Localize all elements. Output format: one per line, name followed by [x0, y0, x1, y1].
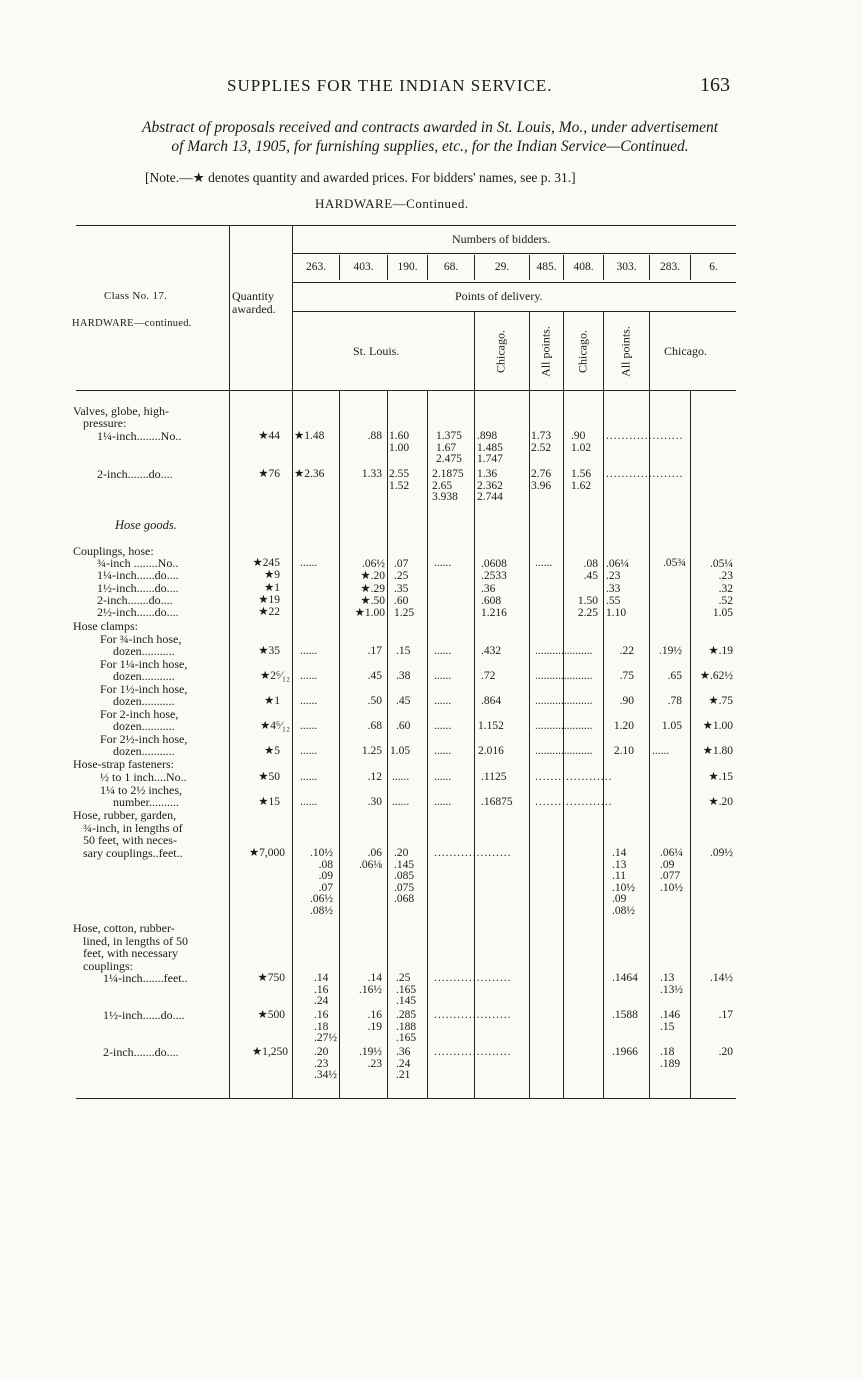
cell-v1-leaders: .................... [606, 430, 684, 442]
cell-cp-283: .05¾ [663, 557, 686, 569]
cell-v1-485: 1.73 2.52 [531, 430, 552, 454]
delivery-label: Points of delivery. [455, 289, 543, 303]
cell-cl3-485: .................... [535, 695, 593, 707]
label-c-25: 2½-inch......do.... [97, 605, 179, 619]
cell-cl1-6: ★.19 [708, 645, 733, 657]
label-s2-b: number.......... [113, 795, 179, 809]
cell-cl3-6: ★.75 [708, 695, 733, 707]
cell-v2-408: 1.56 1.62 [571, 468, 592, 492]
section-title: HARDWARE—Continued. [315, 196, 469, 211]
label-s2-a: 1¼ to 2½ inches, [100, 783, 182, 797]
cell-s1-403: .12 [367, 771, 382, 783]
label-cl2-a: For 1¼-inch hose, [100, 657, 188, 671]
label-strap: Hose-strap fasteners: [73, 757, 174, 771]
cell-s1-6: ★.15 [708, 771, 733, 783]
cell-cp-6: .05¼ .23 .32 .52 1.05 [710, 558, 733, 620]
cell-s2-263: ...... [300, 796, 318, 808]
delivery-chicago-29: Chicago. [493, 330, 508, 373]
cell-cl1-283: .19½ [659, 645, 682, 657]
cell-cl2-6: ★.62½ [699, 670, 733, 682]
cell-s2-190: ...... [392, 796, 410, 808]
bidders-bottom-rule [292, 282, 736, 283]
delivery-chicago-408: Chicago. [575, 330, 590, 373]
label-ct-2: 2-inch.......do.... [103, 1045, 179, 1059]
cell-v2-leaders: .................... [606, 468, 684, 480]
cell-v1-408: .90 1.02 [571, 430, 592, 454]
cell-t3-leaders: .................... [434, 1046, 512, 1058]
col-rule-68 [427, 390, 428, 1098]
cell-cl1-263: ...... [300, 645, 318, 657]
label-ct-15: 1½-inch......do.... [103, 1008, 185, 1022]
cell-cl1-190: .15 [396, 645, 411, 657]
cell-cl3-283: .78 [667, 695, 682, 707]
label-cl3-a: For 1½-inch hose, [100, 682, 188, 696]
cell-cl5-190: 1.05 [390, 745, 411, 757]
cell-t2-403: .16 .19 [367, 1009, 382, 1033]
cell-cp-29: .0608 .2533 .36 .608 1.216 [481, 558, 507, 620]
col-rule-6 [690, 390, 691, 1098]
label-valve-125: 1¼-inch........No.. [97, 429, 182, 443]
col-rule-quantity [229, 226, 230, 1098]
label-cl2-b: dozen........... [113, 669, 175, 683]
label-cl4-b: dozen........... [113, 719, 175, 733]
label-clamps: Hose clamps: [73, 619, 138, 633]
cell-cl4-303: 1.20 [613, 720, 634, 732]
qty-ct125: ★750 [257, 972, 285, 984]
hardware-label: HARDWARE—continued. [72, 318, 192, 329]
label-cl5-b: dozen........... [113, 744, 175, 758]
cell-t3-283: .18 .189 [660, 1046, 681, 1070]
class-label: Class No. 17. [104, 290, 168, 302]
cell-g-303: .14 .13 .11 .10½ .09 .08½ [612, 847, 635, 917]
label-cotton-2: lined, in lengths of 50 [83, 934, 188, 948]
bidder-408: 408. [573, 261, 594, 273]
cell-s1-190: ...... [392, 771, 410, 783]
cell-s2-6: ★.20 [708, 796, 733, 808]
cell-cp-403: .06½ ★.20 ★.29 ★.50 ★1.00 [354, 558, 385, 620]
cell-cl2-263: ...... [300, 670, 318, 682]
cell-t1-283: .13 .13½ [660, 972, 683, 996]
cell-v1-68: 1.375 1.67 2.475 [436, 430, 462, 465]
col-rule-263 [292, 226, 293, 1098]
label-hose-goods: Hose goods. [115, 518, 177, 532]
label-cl5-a: For 2½-inch hose, [100, 732, 188, 746]
label-cotton-3: feet, with necessary [83, 946, 178, 960]
cell-v2-190: 2.55 1.52 [389, 468, 410, 492]
delivery-st-louis: St. Louis. [353, 344, 400, 358]
bidder-6: 6. [709, 261, 718, 273]
label-cl4-a: For 2-inch hose, [100, 707, 179, 721]
cell-cl5-303: 2.10 [613, 745, 634, 757]
cell-cl3-263: ...... [300, 695, 318, 707]
cell-cl3-303: .90 [619, 695, 634, 707]
cell-cp-68: ...... [434, 557, 452, 569]
qty-c075: ★245 [252, 557, 280, 569]
cell-s2-403: .30 [367, 796, 382, 808]
label-valve-2: 2-inch.......do.... [97, 467, 173, 481]
cell-cp-408b: 1.50 2.25 [577, 595, 598, 620]
col-rule-190 [387, 390, 388, 1098]
label-garden-1: Hose, rubber, garden, [73, 808, 177, 822]
cell-cl2-68: ...... [434, 670, 452, 682]
qty-c15: ★1 [263, 582, 280, 594]
qty-ct15: ★500 [257, 1009, 285, 1021]
bidder-485: 485. [536, 261, 557, 273]
page-number: 163 [700, 74, 730, 96]
bidder-68: 68. [443, 261, 459, 273]
label-couplings: Couplings, hose: [73, 544, 154, 558]
cell-t2-303: .1588 [612, 1009, 638, 1021]
cell-g-6: .09½ [710, 847, 733, 859]
qty-c2: ★19 [258, 594, 280, 606]
qty-garden: ★7,000 [248, 847, 285, 859]
cell-cl2-190: .38 [396, 670, 411, 682]
abstract-title [60, 118, 800, 156]
cell-cp-303: .06¼ .23 .33 .55 1.10 [606, 558, 629, 620]
cell-cl5-283: ...... [652, 745, 670, 757]
label-c-075: ¾-inch ........No.. [97, 556, 179, 570]
cell-cl1-68: ...... [434, 645, 452, 657]
cell-s1-leaders: .................... [535, 771, 613, 783]
cell-t3-403: .19½ .23 [359, 1046, 382, 1070]
qty-cl1: ★35 [258, 645, 280, 657]
label-c-125: 1¼-inch......do.... [97, 568, 179, 582]
bidder-403: 403. [353, 261, 374, 273]
cell-t3-190: .36 .24 .21 [396, 1046, 411, 1081]
label-cotton-4: couplings: [83, 959, 133, 973]
delivery-all-points-485: All points. [538, 326, 553, 377]
cell-s1-68: ...... [434, 771, 452, 783]
label-garden-4: sary couplings..feet.. [83, 846, 183, 860]
cell-t2-leaders: .................... [434, 1009, 512, 1021]
cell-v2-68: 2.1875 2.65 3.938 [432, 468, 464, 503]
cell-v1-29: .898 1.485 1.747 [477, 430, 503, 465]
quantity-label-2: awarded. [232, 302, 276, 316]
cell-v2-263: ★2.36 [294, 468, 325, 480]
cell-g-283: .06¼ .09 .077 .10½ [660, 847, 683, 894]
qty-valve-125: ★44 [258, 430, 280, 442]
cell-cl4-29: 1.152 [478, 720, 504, 732]
cell-cl5-485: .................... [535, 745, 593, 757]
cell-v1-263: ★1.48 [294, 430, 325, 442]
cell-g-403: .06 .06⅛ [359, 847, 382, 871]
table-top-rule [76, 225, 736, 226]
cell-cl5-6: ★1.80 [702, 745, 733, 757]
label-garden-2: ¾-inch, in lengths of [83, 821, 183, 835]
qty-s2: ★15 [258, 796, 280, 808]
label-c-15: 1½-inch......do.... [97, 581, 179, 595]
label-s1: ½ to 1 inch....No.. [100, 770, 187, 784]
qty-c125: ★9 [263, 569, 280, 581]
cell-cl5-403: 1.25 [361, 745, 382, 757]
cell-t1-190: .25 .165 .145 [396, 972, 417, 1007]
qty-cl4: ★4⁶⁄₁₂ [259, 720, 290, 732]
col-rule-485 [529, 312, 530, 1098]
cell-s2-68: ...... [434, 796, 452, 808]
quantity-label-1: Quantity [232, 289, 274, 303]
cell-cl1-303: .22 [619, 645, 634, 657]
cell-v1-403: .88 [367, 430, 382, 442]
delivery-all-points-303: All points. [618, 326, 633, 377]
label-valves-2: pressure: [83, 416, 127, 430]
cell-cl4-485: .................... [535, 720, 593, 732]
cell-cl3-403: .50 [367, 695, 382, 707]
cell-t1-303: .1464 [612, 972, 638, 984]
cell-t3-303: .1966 [612, 1046, 638, 1058]
cell-t2-190: .285 .188 .165 [396, 1009, 417, 1044]
qty-cl5: ★5 [263, 745, 280, 757]
label-ct-125: 1¼-inch.......feet.. [103, 971, 188, 985]
note: [Note.—★ denotes quantity and awarded prices. For bidders' names, see p. 31.] [145, 170, 576, 185]
qty-s1: ★50 [258, 771, 280, 783]
header-bottom-rule [76, 390, 736, 391]
cell-cl4-403: .68 [367, 720, 382, 732]
cell-cl2-485: .................... [535, 670, 593, 682]
qty-c25: ★22 [258, 606, 280, 618]
bidder-29: 29. [494, 261, 510, 273]
cell-cl1-485: .................... [535, 645, 593, 657]
cell-g-leaders: .................... [434, 847, 512, 859]
cell-cl5-68: ...... [434, 745, 452, 757]
cell-t1-6: .14½ [710, 972, 733, 984]
qty-ct2: ★1,250 [251, 1046, 288, 1058]
cell-g-190: .20 .145 .085 .075 .068 [394, 847, 415, 905]
running-head: SUPPLIES FOR THE INDIAN SERVICE. [227, 76, 553, 95]
label-cl3-b: dozen........... [113, 694, 175, 708]
label-valves: Valves, globe, high- [73, 404, 169, 418]
cell-cp-408a: .08 .45 [583, 558, 598, 583]
label-cl1-b: dozen........... [113, 644, 175, 658]
cell-cl3-68: ...... [434, 695, 452, 707]
cell-g-263: .10½ .08 .09 .07 .06½ .08½ [310, 847, 333, 917]
cell-cl2-403: .45 [367, 670, 382, 682]
cell-v2-29: 1.36 2.362 2.744 [477, 468, 503, 503]
cell-v2-485: 2.76 3.96 [531, 468, 552, 492]
bidder-303: 303. [616, 261, 637, 273]
cell-v1-190: 1.60 1.00 [389, 430, 410, 454]
bidders-rule [292, 253, 736, 254]
cell-v2-403: 1.33 [361, 468, 382, 480]
cell-t2-263: .16 .18 .27½ [314, 1009, 337, 1044]
table-bottom-rule [76, 1098, 736, 1099]
label-garden-3: 50 feet, with neces- [83, 833, 177, 847]
qty-valve-2: ★76 [258, 468, 280, 480]
cell-cl3-29: .864 [481, 695, 502, 707]
bidder-190: 190. [397, 261, 418, 273]
cell-t2-283: .146 .15 [660, 1009, 681, 1033]
label-c-2: 2-inch.......do.... [97, 593, 173, 607]
bidder-263: 263. [305, 261, 327, 273]
cell-cl5-263: ...... [300, 745, 318, 757]
cell-cl2-29: .72 [481, 670, 496, 682]
cell-cl4-283: 1.05 [661, 720, 682, 732]
cell-t2-6: .17 [718, 1009, 733, 1021]
cell-cl4-68: ...... [434, 720, 452, 732]
cell-s2-leaders: .................... [535, 796, 613, 808]
cell-s2-29: .16875 [481, 796, 513, 808]
abstract-line-1: Abstract of proposals received and contracts awarded in St. Louis, Mo., under advertisement [141, 119, 719, 136]
cell-cl5-29: 2.016 [478, 745, 504, 757]
cell-cp-190: .07 .25 .35 .60 1.25 [394, 558, 415, 620]
label-cotton-1: Hose, cotton, rubber- [73, 921, 175, 935]
cell-t1-leaders: .................... [434, 972, 512, 984]
cell-cl4-6: ★1.00 [702, 720, 733, 732]
delivery-chicago-283-6: Chicago. [664, 344, 707, 358]
qty-cl3: ★1 [263, 695, 280, 707]
delivery-rule [292, 311, 736, 312]
cell-t1-403: .14 .16½ [359, 972, 382, 996]
bidders-label: Numbers of bidders. [452, 232, 551, 246]
cell-cl4-263: ...... [300, 720, 318, 732]
cell-s1-263: ...... [300, 771, 318, 783]
cell-s1-29: .1125 [481, 771, 507, 783]
bidder-283: 283. [659, 261, 681, 273]
cell-cp-485: ...... [535, 557, 553, 569]
cell-cp-263: ...... [300, 557, 318, 569]
cell-cl4-190: .60 [396, 720, 411, 732]
cell-cl2-303: .75 [619, 670, 634, 682]
cell-cl2-283: .65 [667, 670, 682, 682]
cell-cl3-190: .45 [396, 695, 411, 707]
cell-cl1-29: .432 [481, 645, 502, 657]
cell-t3-263: .20 .23 .34½ [314, 1046, 337, 1081]
cell-t1-263: .14 .16 .24 [314, 972, 329, 1007]
qty-cl2: ★2⁶⁄₁₂ [259, 670, 290, 682]
cell-cl1-403: .17 [367, 645, 382, 657]
label-cl1-a: For ¾-inch hose, [100, 632, 182, 646]
abstract-line-2: of March 13, 1905, for furnishing supplies, etc., for the Indian Service—Continued. [171, 138, 689, 155]
cell-t3-6: .20 [718, 1046, 733, 1058]
